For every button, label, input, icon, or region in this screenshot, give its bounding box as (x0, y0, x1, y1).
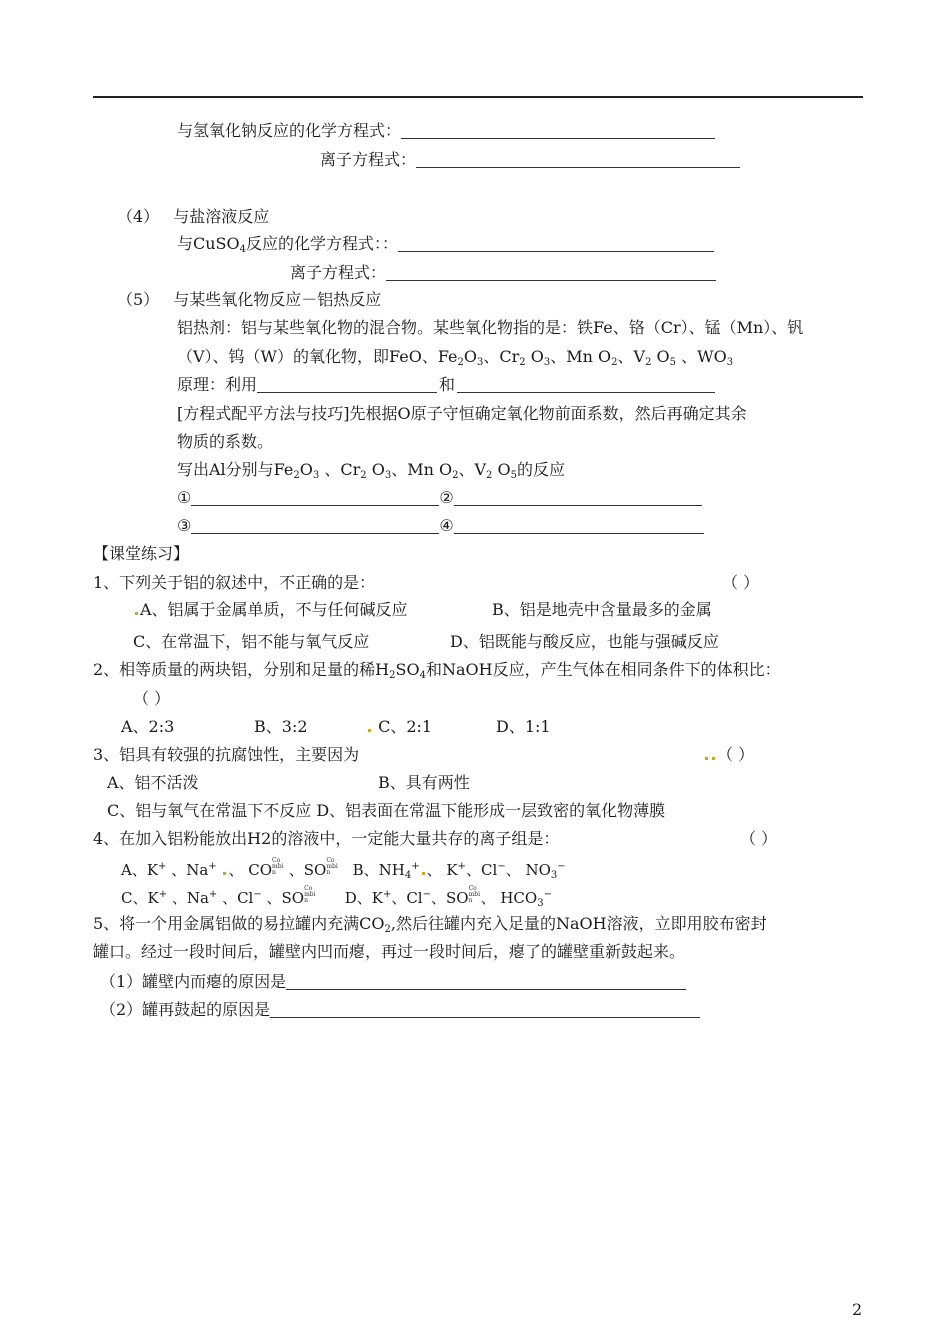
write-reactions-line: 写出Al分别与$Fe_2O_3$ 、$Cr_2$ $O_3$、Mn $O_2$、$V_2$ $O_5$的反应 (177, 460, 565, 481)
q5-line1-post: ,然后往罐内充入足量的NaOH溶液，立即用胶布密封 (390, 914, 767, 933)
item4-chem-label-pre: 与CuSO (177, 234, 240, 253)
item4-chem-label-post: 反应的化学方程式：： (246, 234, 399, 253)
q5-sub2-line (100, 1000, 700, 1020)
q2-option-a[interactable]: A、2:3 (121, 717, 175, 736)
item5-number: （5） (117, 290, 160, 309)
answer-blank-4[interactable] (454, 517, 704, 534)
q5-sub1-blank[interactable] (286, 973, 686, 990)
item4-ion-label: 离子方程式： (290, 263, 387, 282)
q2-stem: 2、相等质量的两块铝，分别和足量的稀$H_2SO_4$和NaOH反应，产生气体在相同条件下的体积比： (93, 660, 781, 681)
method-line1: [方程式配平方法与技巧]先根据O原子守恒确定氧化物前面系数，然后再确定其余 (177, 404, 747, 423)
item5-heading (117, 290, 381, 310)
answer-blank-3[interactable] (191, 517, 439, 534)
write-pre: 写出Al分别与Fe (177, 460, 294, 479)
alkali-ion-label: 离子方程式： (320, 150, 417, 169)
alkali-chem-blank[interactable] (401, 122, 715, 139)
item4-chem-blank[interactable] (398, 235, 714, 252)
q5-sub1-label: （1）罐壁内而瘪的原因是 (100, 972, 287, 991)
q1-option-b[interactable]: B、铝是地壳中含量最多的金属 (492, 600, 712, 619)
q5-line1: 5、将一个用金属铝做的易拉罐内充满$CO_2$,然后往罐内充入足量的NaOH溶液，立即用胶布密封 (93, 914, 767, 935)
q2-option-d[interactable]: D、1:1 (496, 717, 551, 736)
superscript-artifact: Combin (468, 885, 481, 904)
q1-option-a-text: A、铝属于金属单质，不与任何碱反应 (140, 600, 408, 619)
item5-title: 与某些氧化物反应－铝热反应 (173, 290, 382, 309)
marker-dot (135, 612, 138, 615)
thermite-line1: 铝热剂：铝与某些氧化物的混合物。某些氧化物指的是：铁Fe、铬（Cr）、锰（Mn）、钒 (177, 318, 804, 337)
item4-ion-line (290, 263, 716, 283)
q2-option-c[interactable] (366, 717, 432, 737)
q3-option-cd[interactable]: C、铝与氧气在常温下不反应 D、铝表面在常温下能形成一层致密的氧化物薄膜 (107, 801, 666, 820)
principle-and: 和 (439, 375, 456, 394)
q1-option-c[interactable]: C、在常温下，铝不能与氧气反应 (133, 632, 370, 651)
item4-heading (117, 207, 269, 227)
answer-blank-2[interactable] (454, 489, 702, 506)
q2-stem-pre: 2、相等质量的两块铝，分别和足量的稀H (93, 660, 390, 679)
superscript-artifact: Combin (326, 857, 338, 876)
marker-dot (223, 872, 226, 875)
q2-option-c-text: C、2:1 (378, 717, 433, 736)
write-post: 的反应 (516, 460, 565, 479)
circle-2: ② (439, 488, 454, 507)
alkali-chem-label: 与氢氧化钠反应的化学方程式： (177, 121, 402, 140)
marker-dot (712, 757, 715, 760)
q3-option-a[interactable]: A、铝不活泼 (107, 773, 199, 792)
q1-answer-paren[interactable]: （ ） (722, 573, 760, 592)
item4-chem-line (177, 234, 714, 254)
principle-blank-2[interactable] (457, 376, 715, 393)
q3-stem: 3、铝具有较强的抗腐蚀性，主要因为 (93, 745, 360, 764)
answer-row-1 (177, 488, 702, 508)
q1-option-d[interactable]: D、铝既能与酸反应，也能与强碱反应 (450, 632, 719, 651)
q4-answer-paren[interactable]: （ ） (740, 829, 778, 848)
page-number: 2 (852, 1300, 863, 1319)
q5-sub2-blank[interactable] (270, 1001, 700, 1018)
q1-stem: 1、下列关于铝的叙述中，不正确的是： (93, 573, 376, 592)
thermite-line2: （V）、钨（W）的氧化物，即FeO、$Fe_2O_3$、$Cr_2$ $O_3$、Mn $O_2$、$V_2$ $O_5$ 、$WO_3$ (177, 347, 734, 368)
answer-blank-1[interactable] (191, 489, 439, 506)
q5-line1-pre: 5、将一个用金属铝做的易拉罐内充满CO (93, 914, 385, 933)
q4-option-ab[interactable]: A、K+ 、Na+ 、 COCombin 、SOCombin B、$NH_4^+$ 、 K+、Cl−、 $NO_3^-$ (121, 857, 566, 881)
circle-1: ① (177, 488, 192, 507)
practice-heading: 【课堂练习】 (93, 544, 190, 563)
q3-paren-text: （ ） (717, 745, 755, 764)
item4-title: 与盐溶液反应 (173, 207, 270, 226)
q3-answer-paren[interactable] (703, 745, 754, 765)
q4-stem: 4、在加入铝粉能放出H2的溶液中，一定能大量共存的离子组是： (93, 829, 560, 848)
q2-option-b[interactable]: B、3:2 (254, 717, 308, 736)
item4-chem-label-sub: 4 (239, 244, 247, 255)
answer-row-2 (177, 516, 704, 536)
item4-number: （4） (117, 207, 160, 226)
q5-sub2-label: （2）罐再鼓起的原因是 (100, 1000, 271, 1019)
circle-4: ④ (439, 516, 454, 535)
item4-ion-blank[interactable] (386, 264, 716, 281)
principle-line (177, 375, 715, 395)
alkali-ion-blank[interactable] (416, 151, 740, 168)
thermite-line2-pre: （V）、钨（W）的氧化物，即FeO、Fe (177, 347, 458, 366)
marker-dot (422, 872, 425, 875)
method-line2: 物质的系数。 (177, 432, 274, 451)
alkali-chem-line (177, 121, 715, 141)
superscript-artifact: Combin (272, 857, 284, 876)
superscript-artifact: Combin (304, 885, 316, 904)
q2-answer-paren[interactable]: （ ） (133, 689, 171, 708)
marker-dot (368, 729, 371, 732)
q5-line2: 罐口。经过一段时间后，罐壁内凹而瘪，再过一段时间后，瘪了的罐壁重新鼓起来。 (93, 942, 686, 961)
q2-stem-mid: 和NaOH反应，产生气体在相同条件下的体积比： (425, 660, 781, 679)
principle-label: 原理：利用 (177, 375, 258, 394)
marker-dot (705, 757, 708, 760)
alkali-ion-line (320, 150, 740, 170)
q3-option-b[interactable]: B、具有两性 (378, 773, 470, 792)
q4-option-cd[interactable]: C、K+ 、Na+ 、Cl− 、SOCombin D、K+、Cl−、SOCombin 、 $HCO_3^-$ (121, 885, 552, 909)
q1-option-a[interactable] (133, 600, 408, 620)
top-rule (93, 96, 863, 98)
q5-sub1-line (100, 972, 686, 992)
principle-blank-1[interactable] (257, 376, 437, 393)
circle-3: ③ (177, 516, 192, 535)
